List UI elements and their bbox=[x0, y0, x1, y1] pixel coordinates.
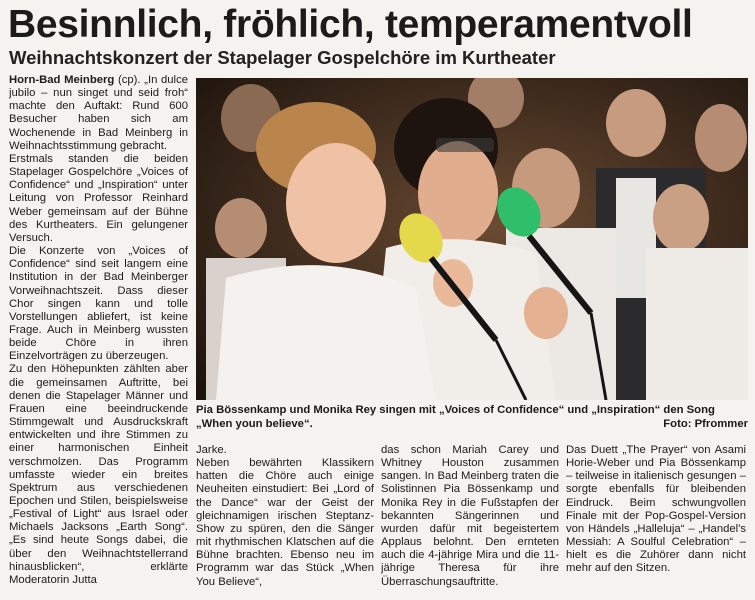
paragraph: Die Konzerte von „Voices of Confidence“ sind seit langem eine Institution in der Bad Meinberger Vorweihnachtszeit. Dass dieser Chor singen kann und tolle Vorstellungen abliefert, ist keine Frage. Auch in Meinberg wussten beide Chöre in ihren Einzelvorträgen zu überzeugen. bbox=[9, 245, 188, 363]
paragraph: Das Duett „The Prayer“ von Asami Horie-Weber und Pia Bössenkamp – teilweise in italienisch gesungen – sorgte ebenfalls für bleibenden Eindruck. Beim schwungvollen Finale mit der Pop-Gospel-Version von Händels „Halleluja“ – „Handel's Messiah: A Soulful Celebration“ – hielt es die Zuhörer dann nicht mehr auf den Sitzen. bbox=[566, 444, 746, 575]
paragraph: Jarke. bbox=[196, 444, 227, 456]
subheadline: Weihnachtskonzert der Stapelager Gospelchöre im Kurtheater bbox=[9, 47, 556, 68]
singers-photo-illustration bbox=[196, 78, 748, 400]
headline: Besinnlich, fröhlich, temperamentvoll bbox=[8, 3, 693, 46]
article-column-2 bbox=[196, 444, 374, 598]
paragraph: Neben bewährten Klassikern hatten die Chöre auch einige Neuheiten einstudiert: Bei „Lord of the Dance“ war der Geist der gleichnamigen irischen Steptanz-Show zu spüren, den die Sänger mit rhythmischen Klatschen auf die Bühne brachten. Ebenso neu im Programm war das Stück „When You Believe“, bbox=[196, 457, 374, 588]
paragraph: Zu den Höhepunkten zählten aber die gemeinsamen Auftritte, bei denen die Stapelager Männer und Frauen eine beeindruckende Stimmgewalt und Ausdruckskraft entwickelten und ihre Stimmen zu einer harmonischen Einheit verschmolzen. Das Programm umfasste wieder ein breites Spektrum aus verschiedenen Epochen und Stilen, beispielsweise „Festival of Light“ aus Israel oder Michaels Jacksons „Earth Song“. „Es sind heute Songs dabei, die über den Weihnachtstellerrand hinausblicken“, erklärte Moderatorin Jutta bbox=[9, 363, 188, 586]
photo-credit: Foto: Pfrommer bbox=[663, 417, 748, 430]
article-column-1 bbox=[9, 74, 188, 598]
article-column-3 bbox=[381, 444, 559, 598]
paragraph: das schon Mariah Carey und Whitney Houston zusammen sangen. In Bad Meinberg traten die Solistinnen Pia Bössenkamp und Monika Rey in die Fußstapfen der bekannten Sängerinnen und wurden dafür mit begeistertem Applaus belohnt. Den ernteten auch die 4-jährige Mira und die 11-jährige Theresa für ihre Überraschungsauftritte. bbox=[381, 444, 559, 588]
concert-photo bbox=[196, 78, 748, 400]
article-column-4 bbox=[566, 444, 746, 598]
dateline: Horn-Bad Meinberg bbox=[9, 74, 115, 86]
paragraph: Erstmals standen die beiden Stapelager Gospelchöre „Voices of Confidence“ und „Inspiration“ unter Leitung von Professor Reinhard Weber gemeinsam auf der Bühne des Kurtheaters. Ein gelungener Versuch. bbox=[9, 152, 188, 244]
paragraph: Horn-Bad Meinberg (cp). „In dulce jubilo – nun singet und seid froh“ machte den Auftakt: Rund 600 Besucher haben sich am Wochenende in Bad Meinberg in Weihnachtsstimmung gebracht. bbox=[9, 74, 188, 152]
photo-caption bbox=[196, 404, 748, 431]
caption-text: Pia Bössenkamp und Monika Rey singen mit „Voices of Confidence“ und „Inspiration“ den Song „When youn believe“. bbox=[196, 404, 715, 430]
